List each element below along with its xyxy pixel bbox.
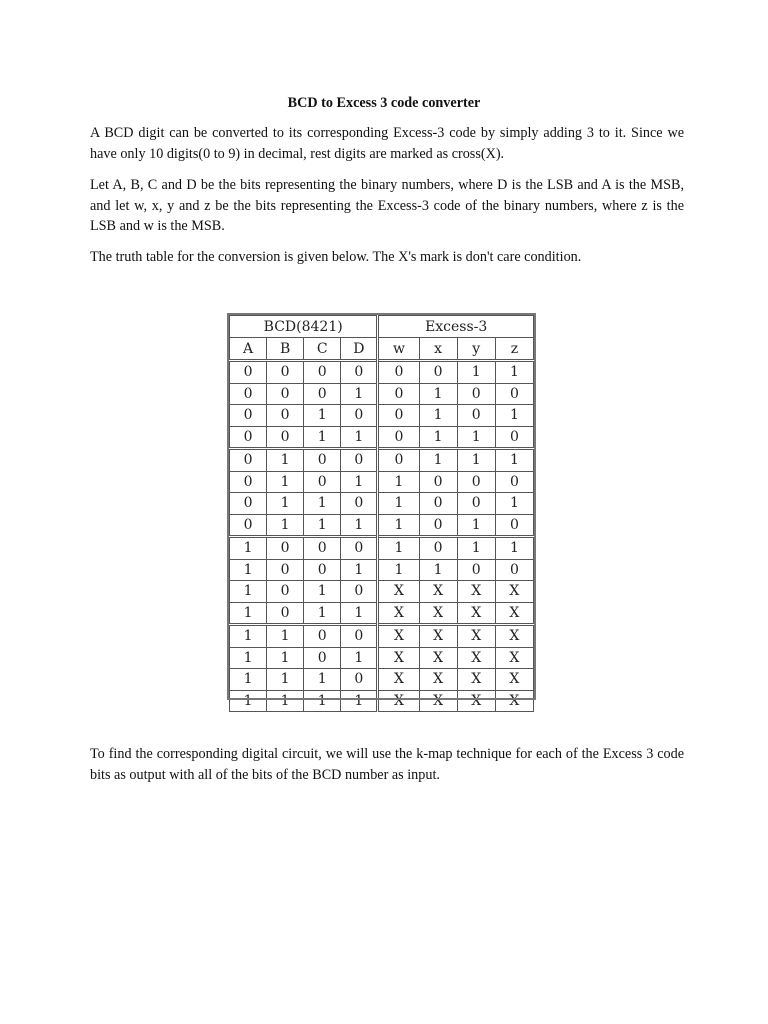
truth-table-cell: 0 [230, 361, 267, 384]
truth-table-cell: 1 [230, 581, 267, 603]
truth-table-cell: X [419, 581, 457, 603]
truth-table-cell: X [495, 647, 533, 669]
column-header: A [230, 338, 267, 361]
truth-table-cell: X [419, 647, 457, 669]
truth-table-cell: 0 [304, 383, 341, 405]
truth-table-cell: X [378, 602, 419, 625]
truth-table-cell: 1 [304, 493, 341, 515]
truth-table-cell: 1 [341, 514, 378, 537]
truth-table-cell: 1 [304, 405, 341, 427]
truth-table-cell: 1 [419, 383, 457, 405]
truth-table-cell: 0 [267, 426, 304, 449]
truth-table-cell: 1 [341, 690, 378, 712]
truth-table-cell: 0 [230, 514, 267, 537]
truth-table-cell: 0 [304, 537, 341, 560]
truth-table-row [230, 690, 534, 712]
truth-table-cell: 1 [378, 493, 419, 515]
paragraph-truth-table-note: The truth table for the conversion is given below. The X's mark is don't care condition. [90, 249, 582, 265]
truth-table-cell: X [495, 669, 533, 691]
column-header: x [419, 338, 457, 361]
truth-table-cell: X [419, 602, 457, 625]
truth-table-cell: 0 [419, 361, 457, 384]
truth-table-cell: X [378, 581, 419, 603]
truth-table-cell: 0 [304, 471, 341, 493]
truth-table-cell: 1 [230, 647, 267, 669]
truth-table-cell: 0 [304, 361, 341, 384]
truth-table-cell: 1 [304, 514, 341, 537]
truth-table-row [230, 669, 534, 691]
truth-table-cell: 0 [230, 449, 267, 472]
truth-table-cell: 0 [267, 361, 304, 384]
truth-table-cell: 1 [341, 383, 378, 405]
truth-table-cell: 1 [419, 405, 457, 427]
truth-table-cell: 1 [419, 449, 457, 472]
truth-table-cell: 0 [457, 471, 495, 493]
truth-table-cell: 1 [457, 449, 495, 472]
truth-table-cell: 0 [495, 383, 533, 405]
truth-table-cell: 1 [457, 537, 495, 560]
truth-table-cell: X [457, 625, 495, 648]
truth-table-cell: 1 [230, 690, 267, 712]
document-title: BCD to Excess 3 code converter [287, 95, 481, 111]
truth-table-row [230, 405, 534, 427]
truth-table-cell: 1 [230, 669, 267, 691]
truth-table-cell: 0 [457, 405, 495, 427]
truth-table-cell: 1 [341, 602, 378, 625]
truth-table-row [230, 426, 534, 449]
truth-table-cell: 0 [267, 405, 304, 427]
truth-table-cell: 0 [341, 581, 378, 603]
truth-table-cell: 0 [495, 514, 533, 537]
truth-table-cell: 1 [495, 361, 533, 384]
truth-table-cell: 1 [457, 514, 495, 537]
truth-table-cell: 1 [419, 559, 457, 581]
truth-table-cell: 0 [230, 493, 267, 515]
truth-table-cell: 0 [304, 625, 341, 648]
truth-table-cell: X [419, 669, 457, 691]
truth-table-cell: 0 [267, 537, 304, 560]
truth-table-cell: 0 [341, 493, 378, 515]
column-header: C [304, 338, 341, 361]
truth-table-cell: X [419, 625, 457, 648]
truth-table-cell: X [457, 581, 495, 603]
column-header: w [378, 338, 419, 361]
truth-table-row [230, 559, 534, 581]
paragraph-variables: Let A, B, C and D be the bits representing the binary numbers, where D is the LSB and A is the MSB, and let w, x, y and z be the bits representing the Excess-3 code of the binary numbers, where z is the LSB and w is the MSB. [90, 177, 684, 234]
truth-table-cell: 0 [457, 559, 495, 581]
truth-table-cell: 1 [341, 647, 378, 669]
truth-table-row [230, 514, 534, 537]
truth-table-cell: 1 [267, 625, 304, 648]
truth-table-row [230, 449, 534, 472]
column-header: y [457, 338, 495, 361]
truth-table-cell: 1 [304, 690, 341, 712]
truth-table-cell: 0 [304, 449, 341, 472]
truth-table-cell: X [495, 602, 533, 625]
truth-table-cell: 0 [419, 514, 457, 537]
truth-table-cell: 1 [304, 602, 341, 625]
truth-table-cell: 1 [419, 426, 457, 449]
truth-table-cell: 0 [230, 426, 267, 449]
truth-table-cell: 0 [457, 383, 495, 405]
truth-table-cell: 1 [495, 493, 533, 515]
column-header: z [495, 338, 533, 361]
truth-table-cell: 1 [341, 559, 378, 581]
truth-table-column-header-row [230, 338, 534, 361]
truth-table-cell: 1 [304, 581, 341, 603]
truth-table-cell: 0 [304, 559, 341, 581]
truth-table-cell: 0 [341, 669, 378, 691]
truth-table-cell: 0 [267, 602, 304, 625]
truth-table-cell: 1 [230, 537, 267, 560]
truth-table-cell: 0 [341, 625, 378, 648]
truth-table-row [230, 383, 534, 405]
truth-table-cell: 1 [341, 426, 378, 449]
truth-table-cell: X [457, 647, 495, 669]
truth-table-cell: X [495, 690, 533, 712]
truth-table-cell: 1 [267, 647, 304, 669]
truth-table-cell: 1 [267, 471, 304, 493]
truth-table-cell: X [495, 581, 533, 603]
paragraph-kmap: To find the corresponding digital circuit, we will use the k-map technique for each of the Excess 3 code bits as output with all of the bits of the BCD number as input. [90, 746, 684, 783]
paragraph-intro: A BCD digit can be converted to its corresponding Excess-3 code by simply adding 3 to it. Since we have only 10 digits(0 to 9) in decimal, rest digits are marked as cross(X). [90, 125, 684, 162]
truth-table-cell: 0 [419, 471, 457, 493]
truth-table-cell: 0 [378, 383, 419, 405]
truth-table-cell: 1 [457, 361, 495, 384]
truth-table-cell: 1 [495, 537, 533, 560]
truth-table-cell: 1 [495, 449, 533, 472]
truth-table-cell: 1 [304, 669, 341, 691]
truth-table-cell: 0 [378, 361, 419, 384]
truth-table-cell: 0 [378, 405, 419, 427]
truth-table-row [230, 537, 534, 560]
truth-table-cell: 1 [457, 426, 495, 449]
truth-table-cell: X [457, 602, 495, 625]
truth-table-cell: 1 [378, 471, 419, 493]
truth-table-cell: X [419, 690, 457, 712]
truth-table-cell: 0 [230, 405, 267, 427]
truth-table-cell: 0 [378, 449, 419, 472]
truth-table-figure [229, 315, 534, 709]
truth-table-cell: X [457, 690, 495, 712]
truth-table-cell: 1 [495, 405, 533, 427]
truth-table-cell: 1 [378, 559, 419, 581]
truth-table-cell: 1 [267, 669, 304, 691]
truth-table-cell: 0 [419, 493, 457, 515]
truth-table-cell: 1 [304, 426, 341, 449]
truth-table-cell: 1 [378, 514, 419, 537]
truth-table-cell: 0 [378, 426, 419, 449]
truth-table-cell: 0 [230, 471, 267, 493]
column-header: B [267, 338, 304, 361]
group-header-excess3: Excess-3 [378, 316, 534, 338]
truth-table [229, 315, 534, 712]
truth-table-cell: 1 [230, 625, 267, 648]
truth-table-cell: X [378, 625, 419, 648]
truth-table-cell: X [495, 625, 533, 648]
truth-table-cell: 1 [230, 559, 267, 581]
truth-table-cell: 0 [304, 647, 341, 669]
truth-table-cell: X [457, 669, 495, 691]
truth-table-cell: X [378, 690, 419, 712]
truth-table-row [230, 602, 534, 625]
truth-table-cell: 1 [267, 493, 304, 515]
truth-table-row [230, 493, 534, 515]
truth-table-cell: 0 [341, 449, 378, 472]
truth-table-row [230, 361, 534, 384]
truth-table-cell: 1 [267, 514, 304, 537]
truth-table-cell: 0 [230, 383, 267, 405]
truth-table-cell: 0 [267, 559, 304, 581]
truth-table-group-header-row [230, 316, 534, 338]
truth-table-cell: X [378, 647, 419, 669]
truth-table-cell: 0 [419, 537, 457, 560]
truth-table-row [230, 625, 534, 648]
truth-table-cell: 0 [267, 383, 304, 405]
truth-table-row [230, 581, 534, 603]
truth-table-cell: 0 [457, 493, 495, 515]
truth-table-cell: 0 [341, 537, 378, 560]
truth-table-cell: 0 [341, 361, 378, 384]
truth-table-cell: 1 [378, 537, 419, 560]
column-header: D [341, 338, 378, 361]
truth-table-row [230, 647, 534, 669]
truth-table-cell: 0 [341, 405, 378, 427]
truth-table-cell: 1 [230, 602, 267, 625]
truth-table-cell: 1 [267, 449, 304, 472]
truth-table-cell: 0 [267, 581, 304, 603]
truth-table-cell: 1 [267, 690, 304, 712]
truth-table-cell: 0 [495, 426, 533, 449]
truth-table-cell: 0 [495, 471, 533, 493]
truth-table-cell: X [378, 669, 419, 691]
group-header-bcd: BCD(8421) [230, 316, 378, 338]
truth-table-row [230, 471, 534, 493]
truth-table-cell: 0 [495, 559, 533, 581]
truth-table-cell: 1 [341, 471, 378, 493]
